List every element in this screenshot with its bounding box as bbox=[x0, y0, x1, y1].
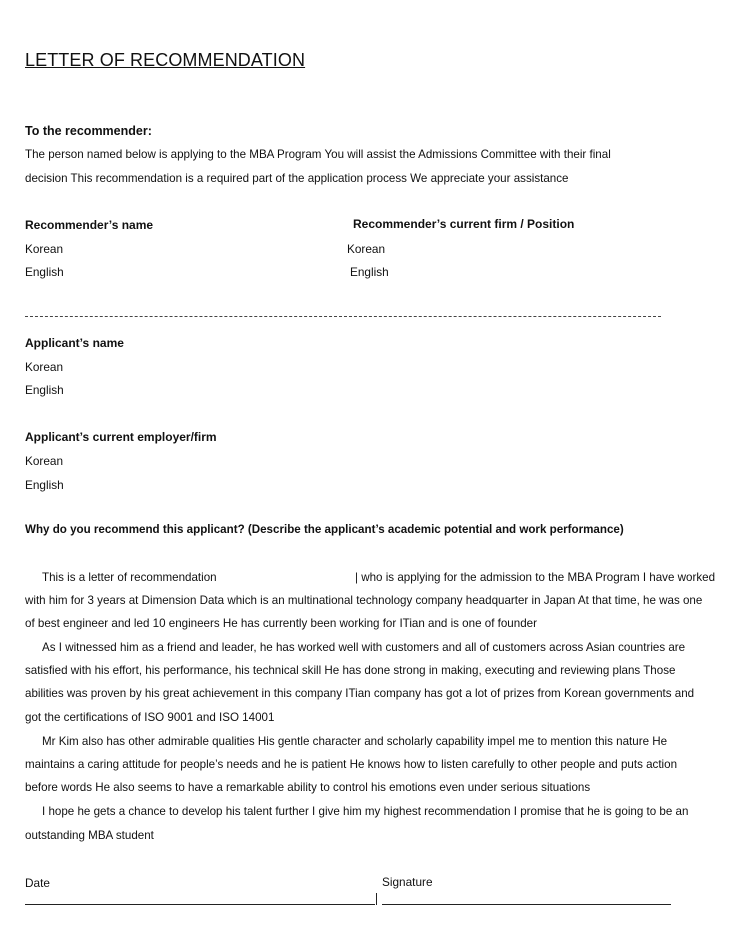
recommender-name-korean-label: Korean bbox=[25, 242, 64, 256]
signature-line bbox=[382, 904, 671, 905]
applicant-name-heading: Applicant’s name bbox=[25, 336, 124, 350]
letter-line-1a: This is a letter of recommendation bbox=[42, 571, 217, 584]
letter-line-4: As I witnessed him as a friend and leader, he has worked well with customers and all of customers across Asian countries are bbox=[42, 641, 686, 654]
letter-line-2: with him for 3 years at Dimension Data which is an multinational technology company headquarter in Japan At that time, he was one bbox=[25, 594, 703, 607]
letter-line-3: of best engineer and led 10 engineers He has currently been working for ITian and is one of founder bbox=[25, 617, 537, 630]
recommender-name-english-label: English bbox=[25, 265, 64, 279]
letter-line-7: got the certifications of ISO 9001 and ISO 14001 bbox=[25, 711, 275, 724]
letter-line-12: outstanding MBA student bbox=[25, 829, 154, 842]
recommender-firm-korean-label: Korean bbox=[347, 242, 386, 256]
line-separator-tick bbox=[376, 893, 377, 905]
applicant-name-english-label: English bbox=[25, 383, 64, 397]
letter-line-11: I hope he gets a chance to develop his talent further I give him my highest recommendation I promise that he is going to be an bbox=[42, 805, 689, 818]
recommender-heading: To the recommender: bbox=[25, 124, 152, 138]
letter-line-8: Mr Kim also has other admirable qualities His gentle character and scholarly capability impel me to mention this nature He bbox=[42, 735, 668, 748]
document-title: LETTER OF RECOMMENDATION bbox=[25, 50, 306, 70]
letter-line-5: satisfied with his effort, his performance, his technical skill He has done strong in making, executing and reviewing plans Those bbox=[25, 664, 676, 677]
applicant-employer-korean-label: Korean bbox=[25, 454, 64, 468]
why-recommend-heading: Why do you recommend this applicant? (Describe the applicant’s academic potential and work performance) bbox=[25, 523, 624, 536]
letter-line-1b: | who is applying for the admission to the MBA Program I have worked bbox=[355, 571, 716, 584]
recommender-firm-heading: Recommender’s current firm / Position bbox=[353, 217, 575, 231]
date-line bbox=[25, 904, 375, 905]
intro-line-2: decision This recommendation is a required part of the application process We appreciate your assistance bbox=[25, 172, 569, 185]
date-label: Date bbox=[25, 876, 50, 890]
intro-line-1: The person named below is applying to the MBA Program You will assist the Admissions Committee with their final bbox=[25, 148, 611, 161]
letter-line-6: abilities was proven by his great achievement in this company ITian company has got a lot of prizes from Korean governments and bbox=[25, 687, 695, 700]
recommender-firm-english-label: English bbox=[350, 265, 389, 279]
letter-line-10: before words He also seems to have a remarkable ability to control his emotions even under serious situations bbox=[25, 781, 591, 794]
applicant-employer-english-label: English bbox=[25, 478, 64, 492]
applicant-name-korean-label: Korean bbox=[25, 360, 64, 374]
signature-label: Signature bbox=[382, 875, 433, 889]
letter-line-9: maintains a caring attitude for people’s needs and he is patient He knows how to listen carefully to other people and puts action bbox=[25, 758, 678, 771]
section-divider bbox=[25, 316, 661, 317]
applicant-employer-heading: Applicant’s current employer/firm bbox=[25, 430, 217, 444]
recommender-name-heading: Recommender’s name bbox=[25, 218, 154, 232]
